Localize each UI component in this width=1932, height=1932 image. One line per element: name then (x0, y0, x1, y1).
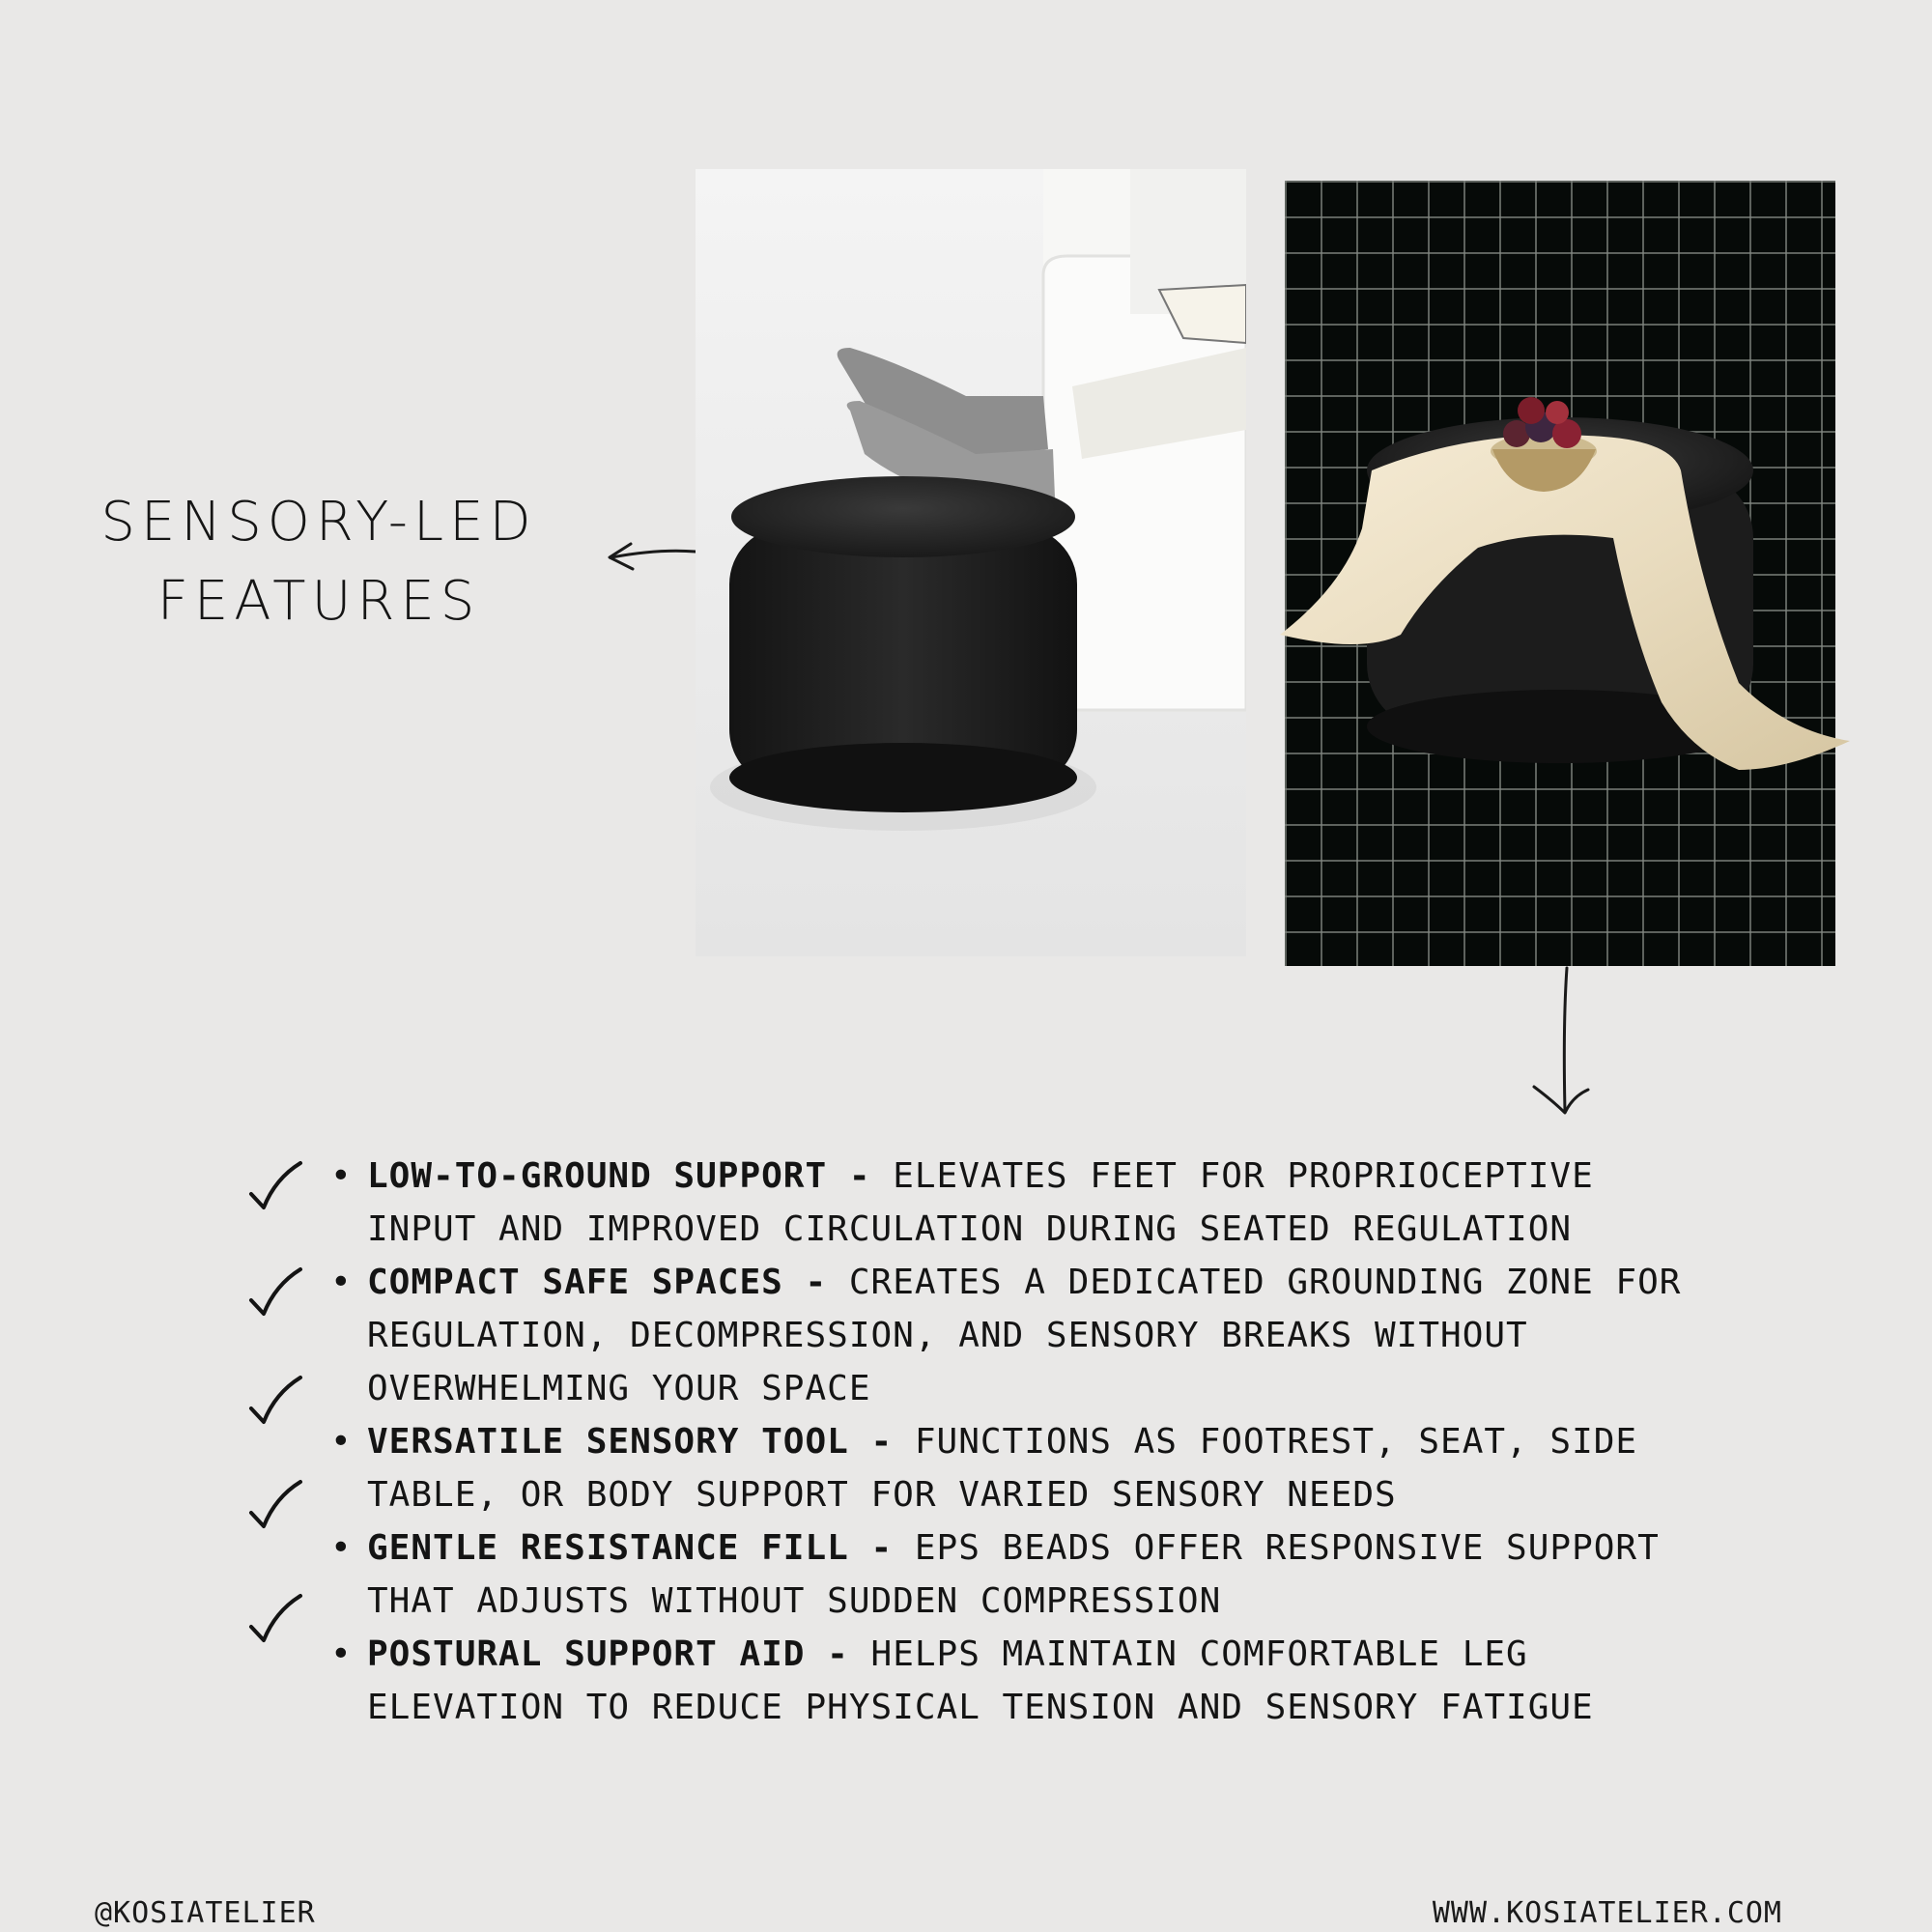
feature-text: ELEVATES FEET FOR PROPRIOCEPTIVE INPUT AND IMPROVED CIRCULATION DURING SEATED REGULATION (367, 1156, 1594, 1249)
pouf-grid-photo (1285, 181, 1835, 966)
feature-text: CREATES A DEDICATED GROUNDING ZONE FOR REGULATION, DECOMPRESSION, AND SENSORY BREAKS WITHOUT OVERWHELMING YOUR SPACE (367, 1263, 1682, 1408)
feature-text: HELPS MAINTAIN COMFORTABLE LEG ELEVATION TO REDUCE PHYSICAL TENSION AND SENSORY FATIGUE (367, 1634, 1594, 1727)
feature-title: GENTLE RESISTANCE FILL (367, 1528, 849, 1568)
bullet-icon: • (330, 1528, 353, 1568)
feature-text: FUNCTIONS AS FOOTREST, SEAT, SIDE TABLE, OR BODY SUPPORT FOR VARIED SENSORY NEEDS (367, 1422, 1638, 1515)
feature-title: LOW-TO-GROUND SUPPORT (367, 1156, 828, 1196)
feature-text: EPS BEADS OFFER RESPONSIVE SUPPORT THAT ADJUSTS WITHOUT SUDDEN COMPRESSION (367, 1528, 1660, 1621)
pouf-footrest-photo (696, 169, 1246, 956)
social-handle: @KOSIATELIER (95, 1896, 316, 1930)
feature-item: • LOW-TO-GROUND SUPPORT - ELEVATES FEET FOR PROPRIOCEPTIVE INPUT AND IMPROVED CIRCULATION DURING SEATED REGULATION (242, 1150, 1690, 1256)
arrow-down-icon (1524, 966, 1592, 1121)
feature-item: • GENTLE RESISTANCE FILL - EPS BEADS OFFER RESPONSIVE SUPPORT THAT ADJUSTS WITHOUT SUDDEN COMPRESSION (242, 1521, 1690, 1628)
feature-item: • POSTURAL SUPPORT AID - HELPS MAINTAIN COMFORTABLE LEG ELEVATION TO REDUCE PHYSICAL TENSION AND SENSORY FATIGUE (242, 1628, 1690, 1734)
headline-line-1: SENSORY-LED (100, 491, 537, 554)
bullet-icon: • (330, 1422, 353, 1462)
headline (58, 483, 580, 641)
feature-title: COMPACT SAFE SPACES (367, 1263, 783, 1302)
bullet-icon: • (330, 1263, 353, 1302)
website-link[interactable]: WWW.KOSIATELIER.COM (1432, 1896, 1782, 1930)
bullet-icon: • (330, 1156, 353, 1196)
arrow-left-icon (604, 536, 700, 575)
feature-list (242, 1150, 1690, 1734)
feature-title: POSTURAL SUPPORT AID (367, 1634, 806, 1674)
headline-line-2: FEATURES (156, 570, 481, 633)
feature-item: • COMPACT SAFE SPACES - CREATES A DEDICATED GROUNDING ZONE FOR REGULATION, DECOMPRESSION, AND SENSORY BREAKS WITHOUT OVERWHELMING YOUR SPACE (242, 1256, 1690, 1415)
bullet-icon: • (330, 1634, 353, 1674)
feature-title: VERSATILE SENSORY TOOL (367, 1422, 849, 1462)
feature-item: • VERSATILE SENSORY TOOL - FUNCTIONS AS FOOTREST, SEAT, SIDE TABLE, OR BODY SUPPORT FOR VARIED SENSORY NEEDS (242, 1415, 1690, 1521)
